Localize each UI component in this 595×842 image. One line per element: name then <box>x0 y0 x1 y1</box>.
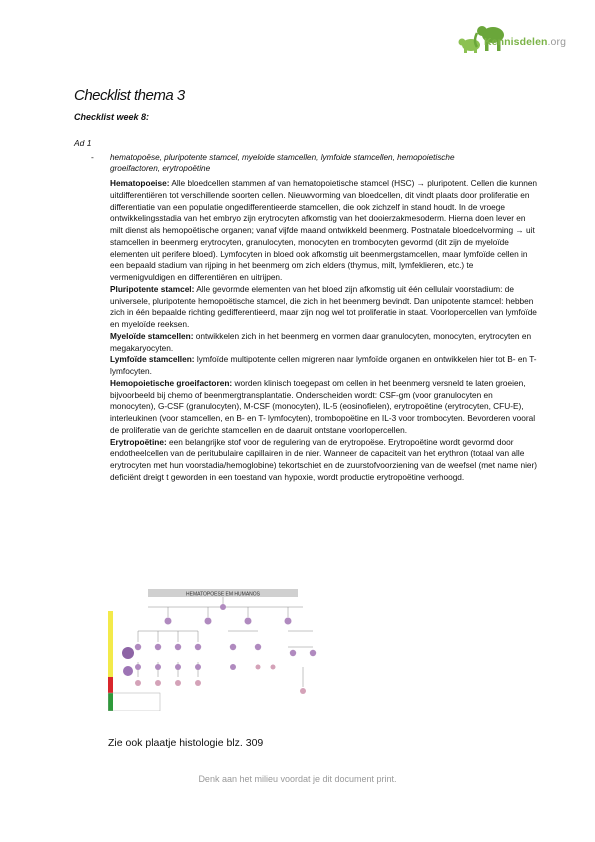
color-bar-yellow <box>108 611 113 677</box>
entry-text: ontwikkelen zich in het beenmerg en vormen daar granulocyten, monocyten, erytrocyten en megakaryocyten. <box>110 330 532 353</box>
entry-text: Alle bloedcellen stammen af van hematopoietische stamcel (HSC) → pluripotent. Cellen die kunnen uitdifferentiëren tot verschillende soorten cellen. Nieuwvorming van bloedcellen, dit vindt plaats door proliferatie en differentiatie van een populatie ongedifferentieerde stamcellen, die ook zichzelf in stand houdt. In de vroege ontwikkelingsstadia van het embryo zijn erytrocyten afkomstig van het dooierzakmesoderm. Hierna doen lever en milt dienst als hemopoëtische organen; vanaf vijfde maand ontwikkeld beenmerg. Postnatale bloedcelvorming → uit stamcellen in beenmerg erytrocyten, granulocyten, monocyten en trombocyten gevormd (dit zijn de myeloïde elementen uit perifere bloed). Lymfocyten in bloed ook afkomstig uit beenmergstamcellen, maar lymfoïde cellen in een bepaald stadium van rijping in het beenmerg om zich elders (thymus, milt, lymfeklieren, etc.) te vermenigvuldigen en differentiëren en uitrijpen. <box>110 178 538 282</box>
hematopoiesis-diagram <box>108 587 322 711</box>
bullet-text: hematopoëse, pluripotente stamcel, myeloide stamcellen, lymfoide stamcellen, hemopoietische groeifactoren, erytropoëtine <box>110 153 455 173</box>
document-body <box>110 178 538 484</box>
entry-term: Pluripotente stamcel: <box>110 283 195 294</box>
figure-header-text: HEMATOPOESE EM HUMANOS <box>186 591 260 598</box>
logo-name: Kennisdelen <box>484 36 548 48</box>
entry-groeifactoren <box>110 378 538 437</box>
entry-text: lymfoïde multipotente cellen migreren naar lymfoïde organen en ontwikkelen hier tot B- en T- lymfocyten. <box>110 354 537 376</box>
entry-term: Erytropoëtine: <box>110 436 167 447</box>
footer-note: Denk aan het milieu voordat je dit document print. <box>198 774 397 784</box>
entry-text: een belangrijke stof voor de regulering van de erytropoëse. Erytropoëtine wordt gevormd door endotheelcellen van de peritubulaire capillairen in de nier. Wanneer de capaciteit van het erythron (totaal van alle erytrocyten met hun voorstadia/hemoglobine) tekortschiet en de zuurstofvoorziening van de weefsel (met name nier) deficiënt dreigt t geworden in een toestand van hypoxie, wordt productie erytropoëtine verhoogd. <box>110 436 538 482</box>
entry-term: Lymfoïde stamcellen: <box>110 354 195 365</box>
document-subtitle: Checklist week 8: <box>74 112 150 122</box>
entry-pluripotente-stamcel <box>110 284 538 331</box>
document-title: Checklist thema 3 <box>74 87 185 104</box>
logo-wordmark <box>484 36 566 48</box>
entry-term: Hematopoeise: <box>110 178 170 188</box>
color-bar-green <box>108 693 113 711</box>
entry-hematopoeise <box>110 178 538 284</box>
entry-term: Myeloïde stamcellen: <box>110 330 194 341</box>
entry-text: worden klinisch toegepast om cellen in het beenmerg versneld te laten groeien, bijvoorbeeld bij chemo of beenmergtransplantatie. Onderscheiden wordt: CSF-gm (voor granulocyten en monocyten), G-CSF (granulocyten), M-CSF (monocyten), IL-5 (eosinofielen), erytropoëtine (erytrocyten, CFU-E), interleukinen (voor stamcellen, en B- en T- lymfocyten), trombopoëtine en IL-3 voor trombocyten. Bevorderen vooral de proliferatie van de gerichte stamcellen en de daaruit ontstane voorlopercellen. <box>110 377 536 435</box>
entry-lymfoide-stamcellen <box>110 354 538 378</box>
entry-erytropoetine <box>110 437 538 484</box>
logo-tld: .org <box>547 36 567 48</box>
color-bar-red <box>108 677 113 693</box>
hematopoiesis-figure-svg <box>108 587 322 711</box>
entry-myeloide-stamcellen <box>110 331 538 355</box>
section-label: Ad 1 <box>74 138 92 148</box>
entry-text: Alle gevormde elementen van het bloed zijn afkomstig uit één cellulair voorstadium: de universele, pluripotente hemopoëtische stamcel, die zich in het beenmerg bevindt. Dan unipotente stamcel: hebben zich in één bepaalde richting gedifferentieerd, maar zijn nog wel tot proliferatie in staat. Voorlopercellen van lymfoïde en myeloïde reeksen. <box>110 283 537 329</box>
figure-caption: Zie ook plaatje histologie blz. 309 <box>108 737 264 749</box>
entry-term: Hemopoietische groeifactoren: <box>110 377 233 388</box>
bullet-marker: - <box>91 152 94 162</box>
